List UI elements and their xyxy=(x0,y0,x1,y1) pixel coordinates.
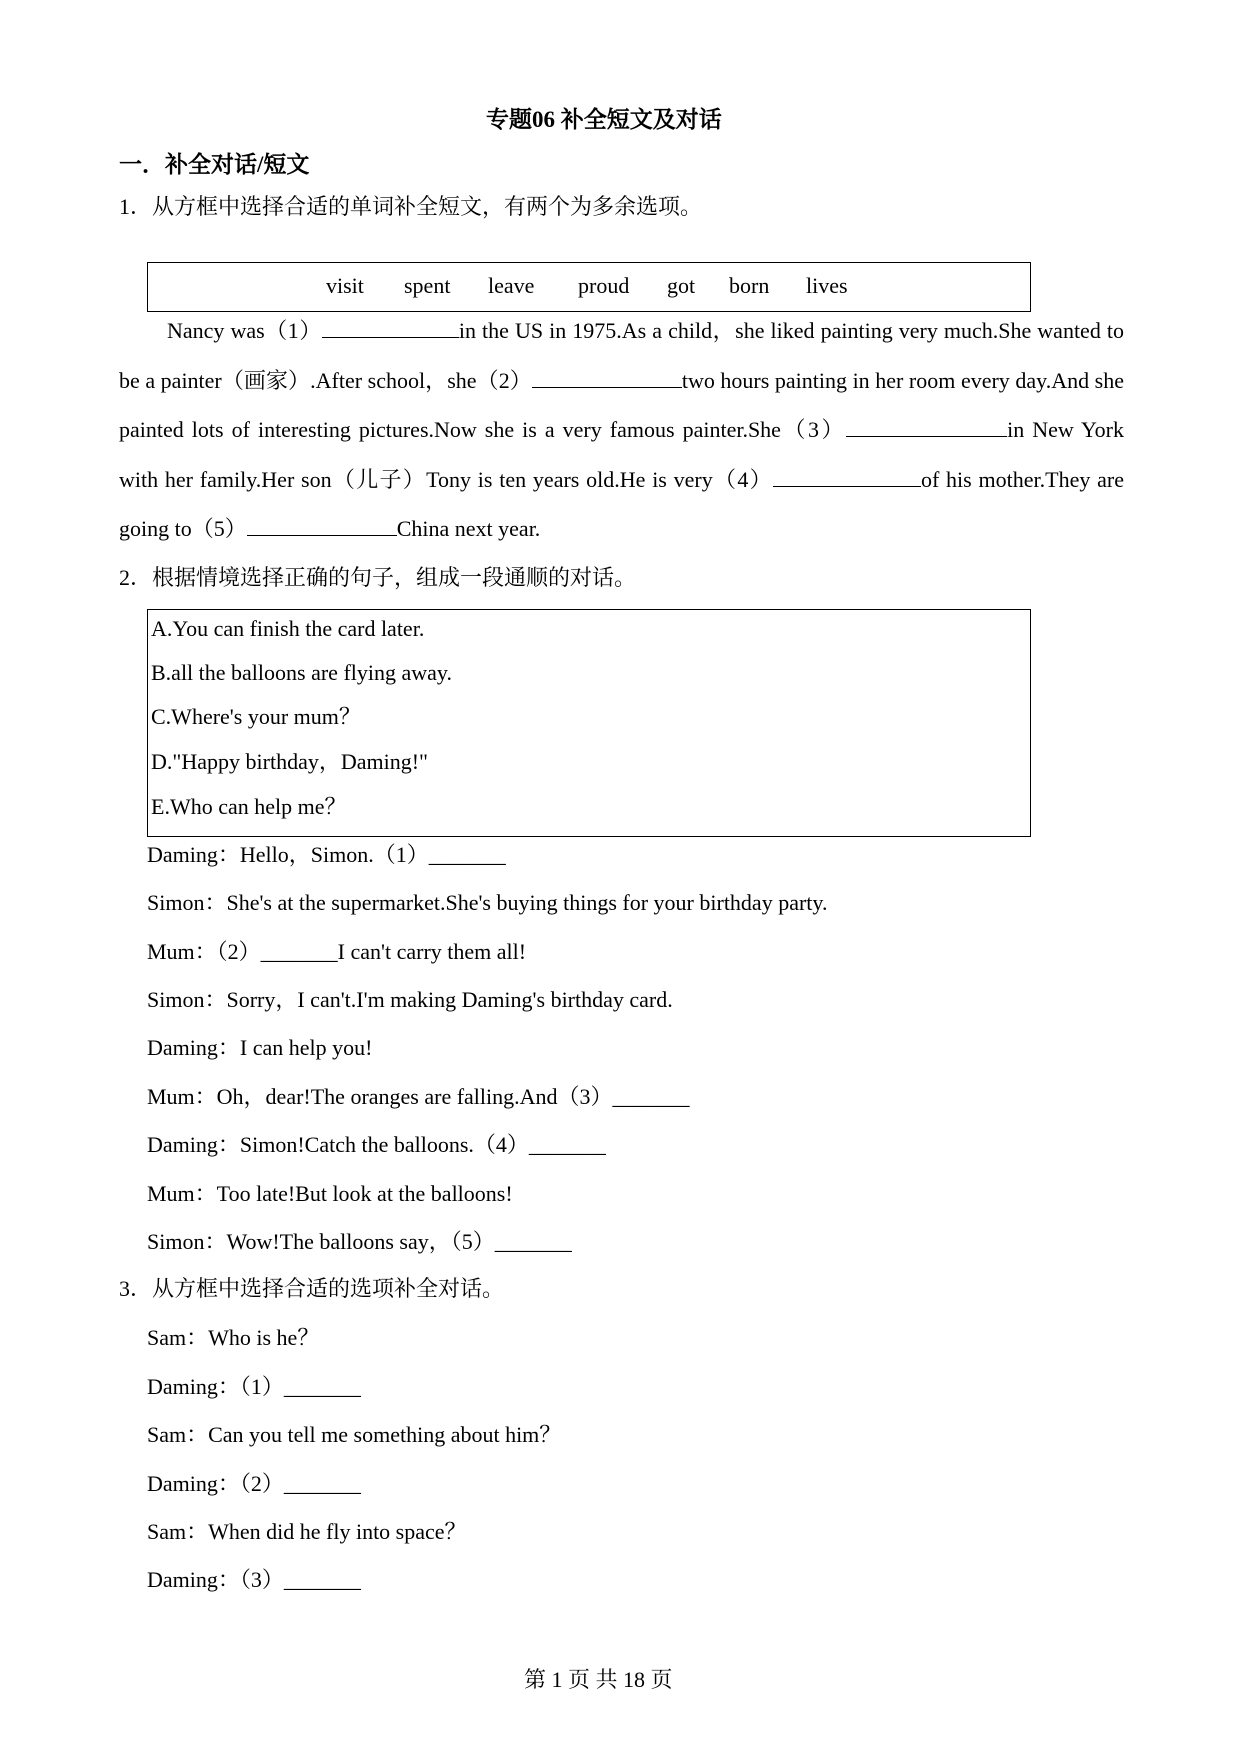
answer-blank[interactable] xyxy=(532,363,682,388)
passage-text: of his mother.They are going to（5） xyxy=(119,466,1124,541)
dialogue-line: Mum：Oh，dear!The oranges are falling.And（3）_______ xyxy=(147,1084,690,1109)
answer-blank[interactable] xyxy=(846,412,1007,437)
page-title: 专题06 补全短文及对话 xyxy=(486,107,722,132)
q1-passage xyxy=(119,306,1124,554)
option-d: D."Happy birthday，Daming!" xyxy=(151,749,429,774)
option-e: E.Who can help me？ xyxy=(151,794,347,819)
word-option: got xyxy=(667,273,696,298)
passage-text: two hours painting in her room every day.And she painted lots of interesting pictures.Now she is a very famous painter.She（3） xyxy=(119,367,1124,442)
answer-blank[interactable] xyxy=(247,511,397,536)
q1-prompt: 1．从方框中选择合适的单词补全短文，有两个为多余选项。 xyxy=(119,194,703,219)
passage-text: in New York with her family.Her son（儿子）Tony is ten years old.He is very（4） xyxy=(119,417,1124,492)
dialogue-line: Mum：Too late!But look at the balloons! xyxy=(147,1181,513,1206)
word-option: proud xyxy=(578,273,630,298)
dialogue-line: Sam：Who is he？ xyxy=(147,1325,320,1350)
dialogue-line: Sam：Can you tell me something about him？ xyxy=(147,1422,562,1447)
passage-text: China next year. xyxy=(396,516,541,541)
passage-text: Nancy was（1） xyxy=(167,318,322,343)
word-option: born xyxy=(729,273,770,298)
dialogue-line: Daming：Hello，Simon.（1）_______ xyxy=(147,842,506,867)
q3-prompt: 3．从方框中选择合适的选项补全对话。 xyxy=(119,1276,505,1301)
word-option: leave xyxy=(488,273,535,298)
dialogue-line: Simon：Wow!The balloons say，（5）_______ xyxy=(147,1229,572,1254)
word-option: spent xyxy=(404,273,451,298)
option-b: B.all the balloons are flying away. xyxy=(151,660,452,685)
dialogue-line: Simon：She's at the supermarket.She's buying things for your birthday party. xyxy=(147,890,828,915)
dialogue-line: Daming：（1）_______ xyxy=(147,1374,361,1399)
dialogue-line: Mum：（2）_______I can't carry them all! xyxy=(147,939,527,964)
dialogue-line: Daming：I can help you! xyxy=(147,1035,373,1060)
word-option: visit xyxy=(326,273,364,298)
dialogue-line: Sam：When did he fly into space？ xyxy=(147,1519,467,1544)
answer-blank[interactable] xyxy=(322,313,459,338)
dialogue-line: Simon：Sorry，I can't.I'm making Daming's birthday card. xyxy=(147,987,673,1012)
word-option: lives xyxy=(806,273,848,298)
option-a: A.You can finish the card later. xyxy=(151,616,425,641)
dialogue-line: Daming：（3）_______ xyxy=(147,1567,361,1592)
dialogue-line: Daming：Simon!Catch the balloons.（4）_______ xyxy=(147,1132,606,1157)
q2-options-box xyxy=(147,609,1031,837)
section-heading: 一．补全对话/短文 xyxy=(119,152,310,177)
q2-prompt: 2．根据情境选择正确的句子，组成一段通顺的对话。 xyxy=(119,565,637,590)
page-number-footer: 第 1 页 共 18 页 xyxy=(524,1667,673,1692)
dialogue-line: Daming：（2）_______ xyxy=(147,1471,361,1496)
option-c: C.Where's your mum？ xyxy=(151,704,361,729)
passage-text: in the US in 1975.As a child，she liked painting very much.She wanted to be a painter（画家）.After school，she（2） xyxy=(119,318,1124,393)
answer-blank[interactable] xyxy=(773,462,921,487)
q1-word-box xyxy=(147,262,1031,312)
